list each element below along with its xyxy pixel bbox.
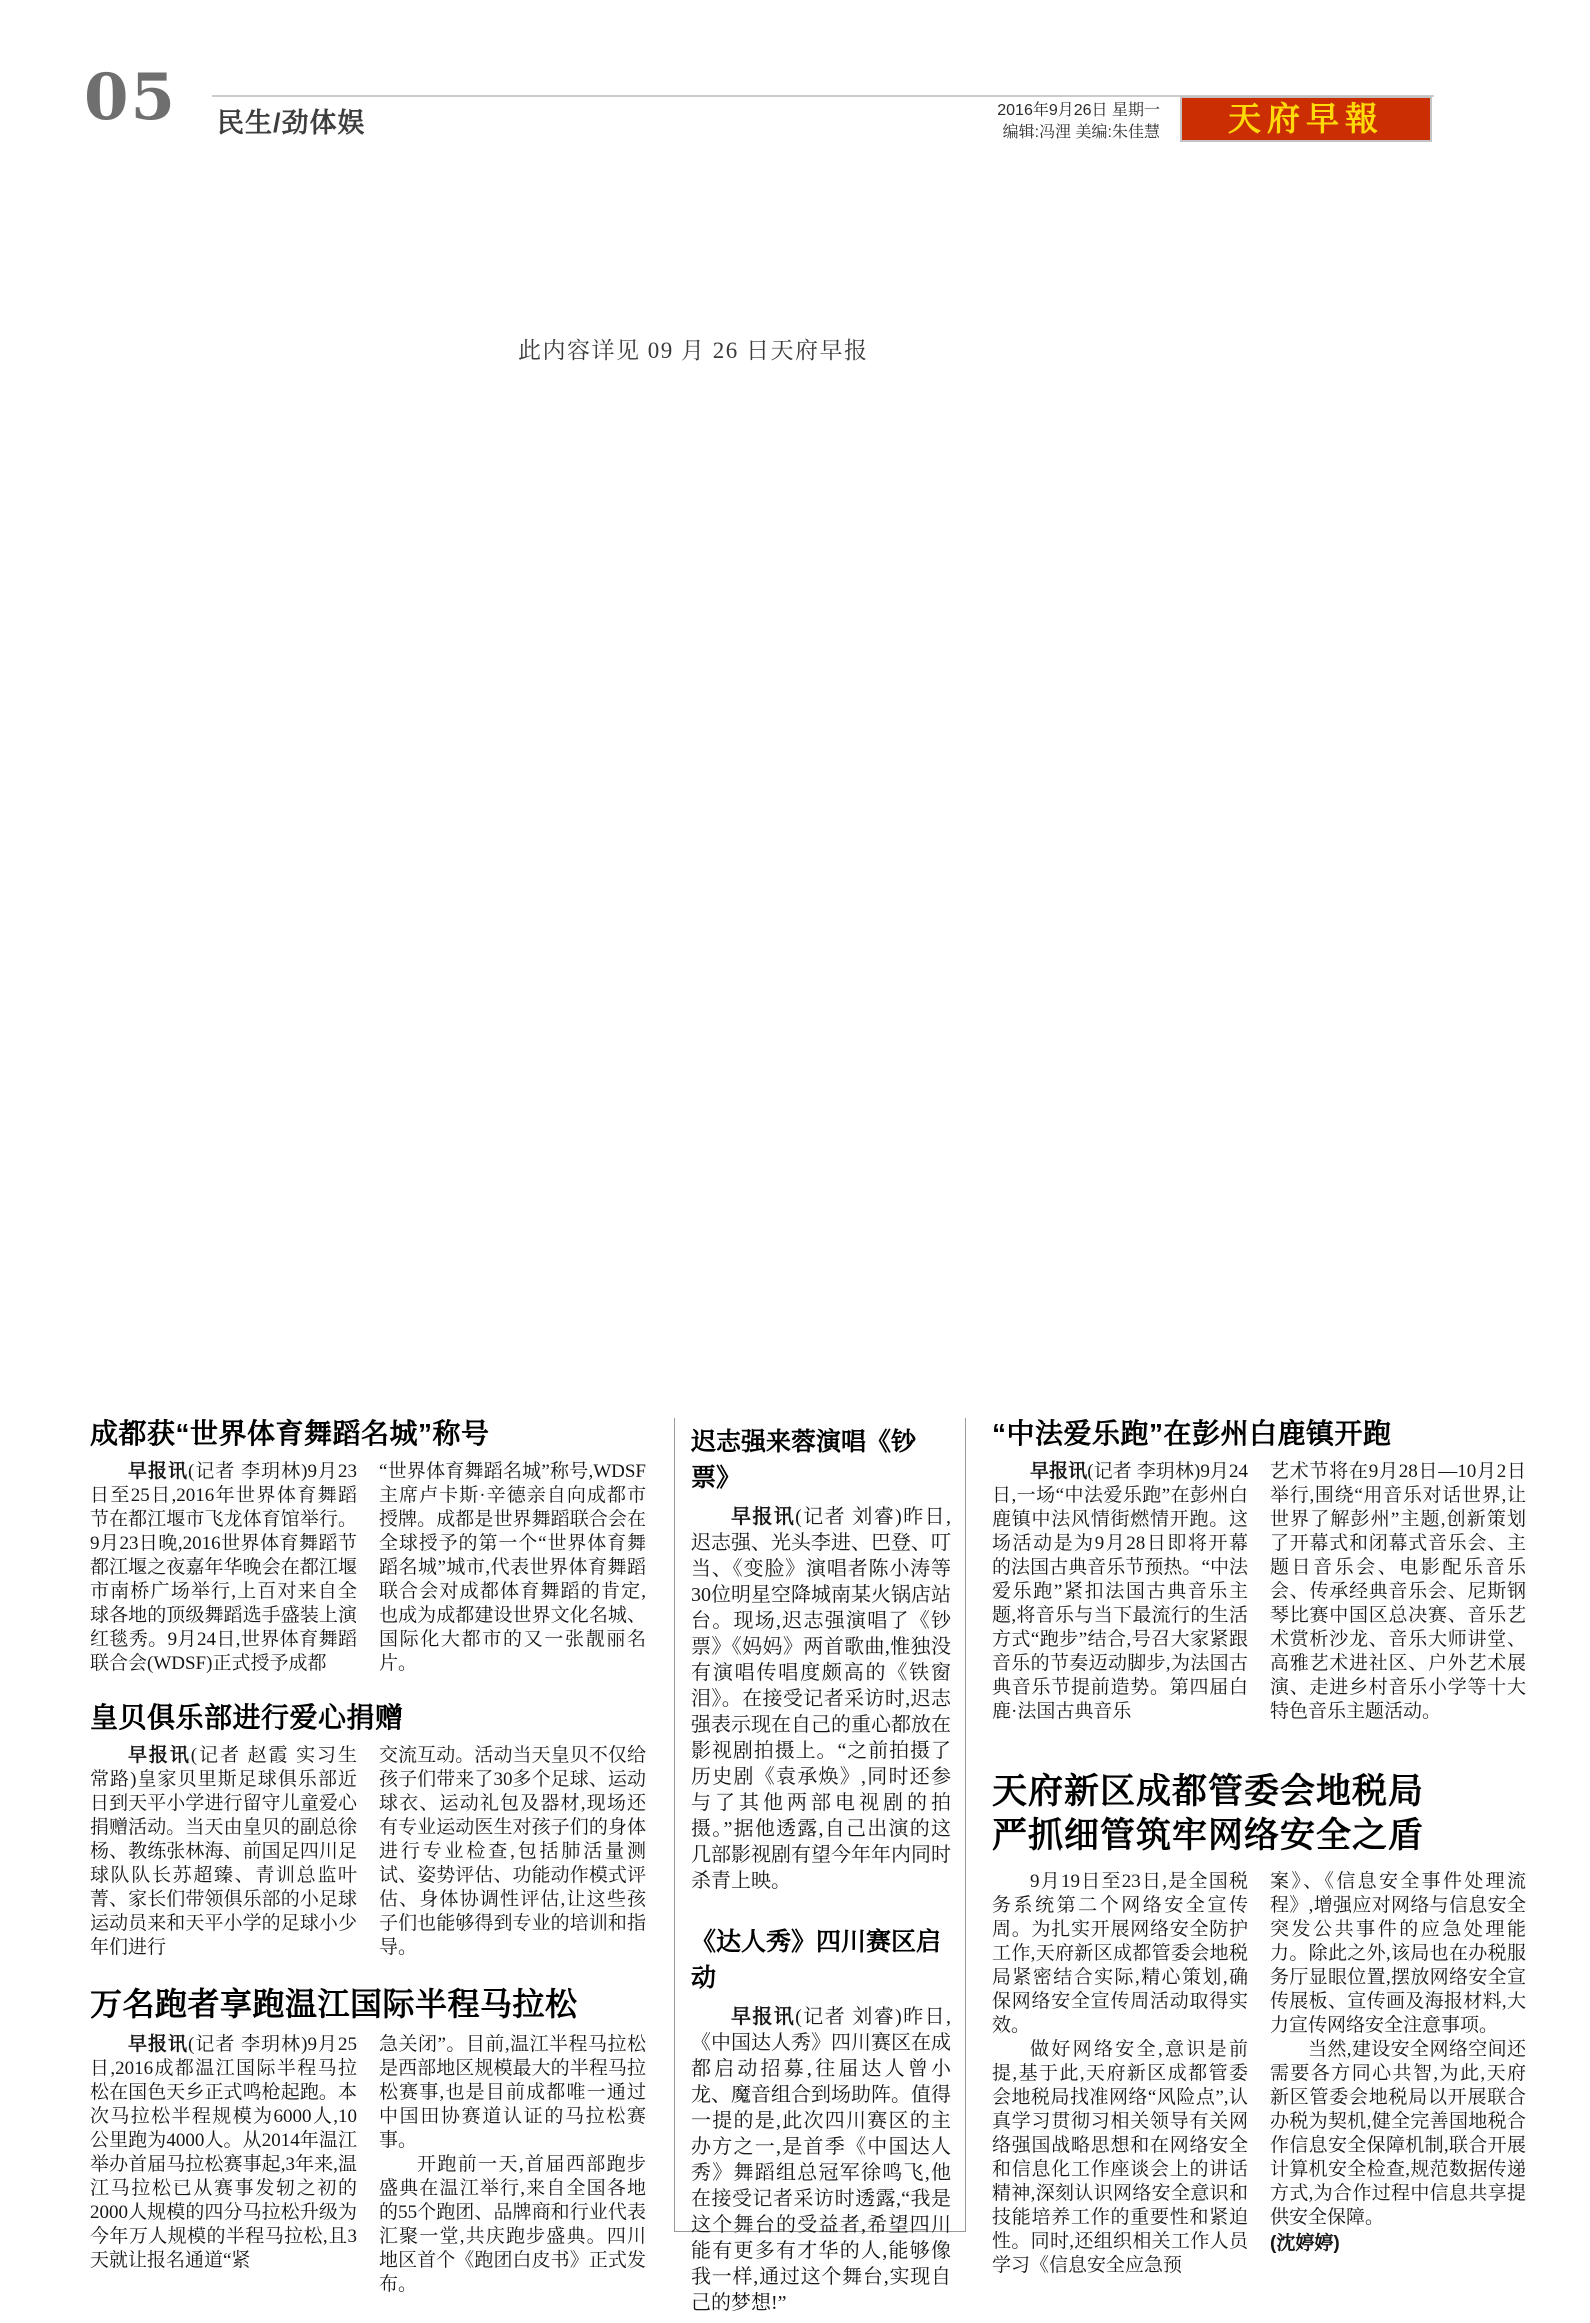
paragraph: 开跑前一天,首届西部跑步盛典在温江举行,来自全国各地的55个跑团、品牌商和行业代表汇聚一堂,共庆跑步盛典。四川地区首个《跑团白皮书》正式发布。 bbox=[379, 2154, 646, 2296]
wire-label: 早报讯 bbox=[128, 1461, 189, 1483]
editor-line: 编辑:冯浬 美编:朱佳慧 bbox=[1002, 124, 1160, 141]
article-marathon bbox=[90, 1986, 646, 2297]
paragraph: 早报讯(记者 刘睿)昨日,迟志强、光头李进、巴登、叮当、《变脸》演唱者陈小涛等30位明星空降城南某火锅店站台。现场,迟志强演唱了《钞票》《妈妈》两首歌曲,惟独没有演唱传唱度颇高的《铁窗泪》。在接受记者采访时,迟志强表示现在自己的重心都放在影视剧拍摄上。“之前拍摄了历史剧《袁承焕》,同时还参与了其他两部电视剧的拍摄。”据他透露,自己出演的这几部影视剧有望今年年内同时杀青上映。 bbox=[691, 1506, 951, 1892]
body-subcolumn bbox=[379, 1460, 646, 1676]
article-body bbox=[90, 1744, 646, 1960]
paragraph: 早报讯(记者 李玥林)9月25日,2016成都温江国际半程马拉松在国色天乡正式鸣枪起跑。本次马拉松半程规模为6000人,10公里跑为4000人。从2014年温江举办首届马拉松赛事起,3年来,温江马拉松已从赛事发轫之初的2000人规模的四分马拉松升级为今年万人规模的半程马拉松,且3天就让报名通道“紧 bbox=[90, 2034, 357, 2272]
paragraph: 早报讯(记者 李玥林)9月24日,一场“中法爱乐跑”在彭州白鹿镇中法风情街燃情开跑。这场活动是为9月28日即将开幕的法国古典音乐节预热。“中法爱乐跑”紧扣法国古典音乐主题,将音乐与当下最流行的生活方式“跑步”结合,号召大家紧跟音乐的节奏迈动脚步,为法国古典音乐节提前造势。第四届白鹿·法国古典音乐 bbox=[992, 1461, 1248, 1723]
paragraph: 早报讯(记者 李玥林)9月23日至25日,2016年世界体育舞蹈节在都江堰市飞龙体育馆举行。9月23日晚,2016世界体育舞蹈节都江堰之夜嘉年华晚会在都江堰市南桥广场举行,上百对来自全球各地的顶级舞蹈选手盛装上演红毯秀。9月24日,世界体育舞蹈联合会(WDSF)正式授予成都 bbox=[90, 1461, 357, 1675]
body-subcolumn bbox=[90, 1744, 357, 1960]
body-subcolumn bbox=[379, 1744, 646, 1960]
body-subcolumn bbox=[379, 2033, 646, 2297]
paragraph: 艺术节将在9月28日—10月2日举行,围绕“用音乐对话世界,让世界了解彭州”主题,创新策划了开幕式和闭幕式音乐会、主题日音乐会、电影配乐音乐会、传承经典音乐会、尼斯钢琴比赛中国区总决赛、音乐艺术赏析沙龙、音乐大师讲堂、高雅艺术进社区、户外艺术展演、走进乡村音乐小学等十大特色音乐主题活动。 bbox=[1270, 1461, 1526, 1723]
body-subcolumn bbox=[992, 1870, 1248, 2278]
article-body bbox=[90, 2033, 646, 2297]
article-title: “中法爱乐跑”在彭州白鹿镇开跑 bbox=[992, 1418, 1392, 1449]
middle-column-box bbox=[674, 1418, 966, 2314]
body-subcolumn bbox=[1270, 1460, 1526, 1724]
article-title: 皇贝俱乐部进行爱心捐赠 bbox=[90, 1702, 404, 1734]
body-subcolumn bbox=[90, 2033, 357, 2297]
right-column bbox=[992, 1418, 1526, 2304]
body-subcolumn bbox=[992, 1460, 1248, 1724]
wire-label: 早报讯 bbox=[1030, 1461, 1088, 1483]
paragraph: 案》、《信息安全事件处理流程》,增强应对网络与信息安全突发公共事件的应急处理能力。除此之外,该局也在办税服务厅显眼位置,摆放网络安全宣传展板、宣传画及海报材料,大力宣传网络安全注意事项。 bbox=[1270, 1871, 1526, 2037]
publication-info bbox=[840, 100, 1160, 144]
wire-label: 早报讯 bbox=[128, 1745, 191, 1767]
paragraph: 早报讯(记者 刘睿)昨日,《中国达人秀》四川赛区在成都启动招募,往届达人曾小龙、魔音组合到场助阵。值得一提的是,此次四川赛区的主办方之一,是首季《中国达人秀》舞蹈组总冠军徐鸣飞,他在接受记者采访时透露,“我是这个舞台的受益者,希望四川能有更多有才华的人,能够像我一样,通过这个舞台,实现自己的梦想!” bbox=[691, 2006, 951, 2314]
paragraph: 早报讯(记者 赵霞 实习生 常路)皇家贝里斯足球俱乐部近日到天平小学进行留守儿童爱心捐赠活动。当天由皇贝的副总徐杨、教练张林海、前国足四川足球队队长苏超臻、青训总监叶菁、家长们带领俱乐部的小足球运动员来和天平小学的足球小少年们进行 bbox=[90, 1745, 357, 1959]
wire-label: 早报讯 bbox=[128, 2034, 189, 2056]
body-subcolumn bbox=[90, 1460, 357, 1676]
title-line-2: 严抓细管筑牢网络安全之盾 bbox=[992, 1816, 1425, 1856]
article-club-donation bbox=[90, 1702, 646, 1960]
byline: (沈婷婷) bbox=[1270, 2233, 1340, 2255]
article-dance-city bbox=[90, 1418, 646, 1676]
article-talent-show bbox=[691, 1922, 951, 2316]
paragraph: 交流互动。活动当天皇贝不仅给孩子们带来了30多个足球、运动球衣、运动礼包及器材,现场还有专业运动医生对孩子们的身体进行专业检查,包括肺活量测试、姿势评估、功能动作模式评估、身体协调性评估,让这些孩子们也能够得到专业的培训和指导。 bbox=[379, 1745, 646, 1959]
article-title: 《达人秀》四川赛区启动 bbox=[691, 1928, 942, 1992]
wire-label: 早报讯 bbox=[731, 1506, 796, 1528]
content-notice: 此内容详见 09 月 26 日天府早报 bbox=[518, 338, 869, 363]
article-philharmonic-run bbox=[992, 1418, 1526, 1724]
date-line: 2016年9月26日 星期一 bbox=[997, 102, 1160, 119]
article-title bbox=[992, 1770, 1526, 1858]
article-network-security bbox=[992, 1770, 1526, 2278]
article-body bbox=[992, 1870, 1526, 2278]
title-line-1: 天府新区成都管委会地税局 bbox=[992, 1772, 1425, 1812]
paragraph: “世界体育舞蹈名城”称号,WDSF主席卢卡斯·辛德亲自向成都市授牌。成都是世界舞蹈联合会在全球授予的第一个“世界体育舞蹈名城”城市,代表世界体育舞蹈联合会对成都体育舞蹈的肯定,也成为成都建设世界文化名城、国际化大都市的又一张靓丽名片。 bbox=[379, 1461, 646, 1675]
paragraph: 做好网络安全,意识是前提,基于此,天府新区成都管委会地税局找准网络“风险点”,认真学习贯彻习相关领导有关网络强国战略思想和在网络安全和信息化工作座谈会上的讲话精神,深刻认识网络安全意识和技能培养工作的重要性和紧迫性。同时,还组织相关工作人员学习《信息安全应急预 bbox=[992, 2039, 1248, 2277]
body-subcolumn bbox=[1270, 1870, 1526, 2278]
article-chizhiqiang-concert bbox=[691, 1422, 951, 1894]
article-body bbox=[992, 1460, 1526, 1724]
wire-label: 早报讯 bbox=[731, 2006, 796, 2028]
paragraph: 9月19日至23日,是全国税务系统第二个网络安全宣传周。为扎实开展网络安全防护工作,天府新区成都管委会地税局紧密结合实际,精心策划,确保网络安全宣传周活动取得实效。 bbox=[992, 1871, 1248, 2037]
article-title: 成都获“世界体育舞蹈名城”称号 bbox=[90, 1418, 490, 1449]
newspaper-masthead: 天府早報 bbox=[1180, 96, 1432, 142]
article-title: 迟志强来蓉演唱《钞票》 bbox=[691, 1428, 917, 1492]
left-column bbox=[90, 1418, 646, 2323]
page-number: 05 bbox=[84, 60, 178, 135]
section-title: 民生/劲体娱 bbox=[217, 108, 366, 138]
paragraph: 急关闭”。目前,温江半程马拉松是西部地区规模最大的半程马拉松赛事,也是目前成都唯一通过中国田协赛道认证的马拉松赛事。 bbox=[379, 2034, 646, 2152]
article-body bbox=[90, 1460, 646, 1676]
paragraph: 当然,建设安全网络空间还需要各方同心共智,为此,天府新区管委会地税局以开展联合办税为契机,健全完善国地税合作信息安全保障机制,联合开展计算机安全检查,规范数据传递方式,为合作过程中信息共享提供安全保障。 bbox=[1270, 2039, 1526, 2229]
article-title: 万名跑者享跑温江国际半程马拉松 bbox=[90, 1986, 578, 2023]
